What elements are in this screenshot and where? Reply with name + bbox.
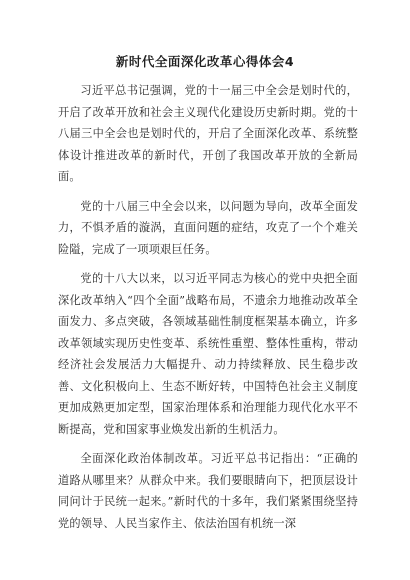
document-title: 新时代全面深化改革心得体会4 [115, 54, 295, 69]
paragraph-4: 全面深化政治体制改革。习近平总书记指出：“正确的道路从哪里来？从群众中来。我们要眼睛向下，把顶层设计同问计于民统一起来。”新时代的十多年，我们紧紧围绕坚持党的领导、人民当家作主、依法治国有机统一深 [58, 452, 358, 530]
paragraph-1: 习近平总书记强调，党的十一届三中全会是划时代的，开启了改革开放和社会主义现代化建设历史新时期。党的十八届三中全会也是划时代的，开启了全面深化改革、系统整体设计推进改革的新时代，开创了我国改革开放的全新局面。 [58, 84, 358, 183]
document-body [58, 80, 358, 542]
paragraph-3: 党的十八大以来，以习近平同志为核心的党中央把全面深化改革纳入“四个全面”战略布局，不遗余力地推动改革全面发力、多点突破，各领域基础性制度框架基本确立，许多改革领域实现历史性变革、系统性重塑、整体性重构，带动经济社会发展活力大幅提升、动力持续释放、民生稳步改善、文化积极向上、生态不断好转，中国特色社会主义制度更加成熟更加定型，国家治理体系和治理能力现代化水平不断提高，党和国家事业焕发出新的生机活力。 [58, 272, 358, 436]
paragraph-2: 党的十八届三中全会以来，以问题为导向，改革全面发力，不惧矛盾的漩涡，直面问题的症结，攻克了一个个难关险隘，完成了一项项艰巨任务。 [58, 199, 358, 256]
